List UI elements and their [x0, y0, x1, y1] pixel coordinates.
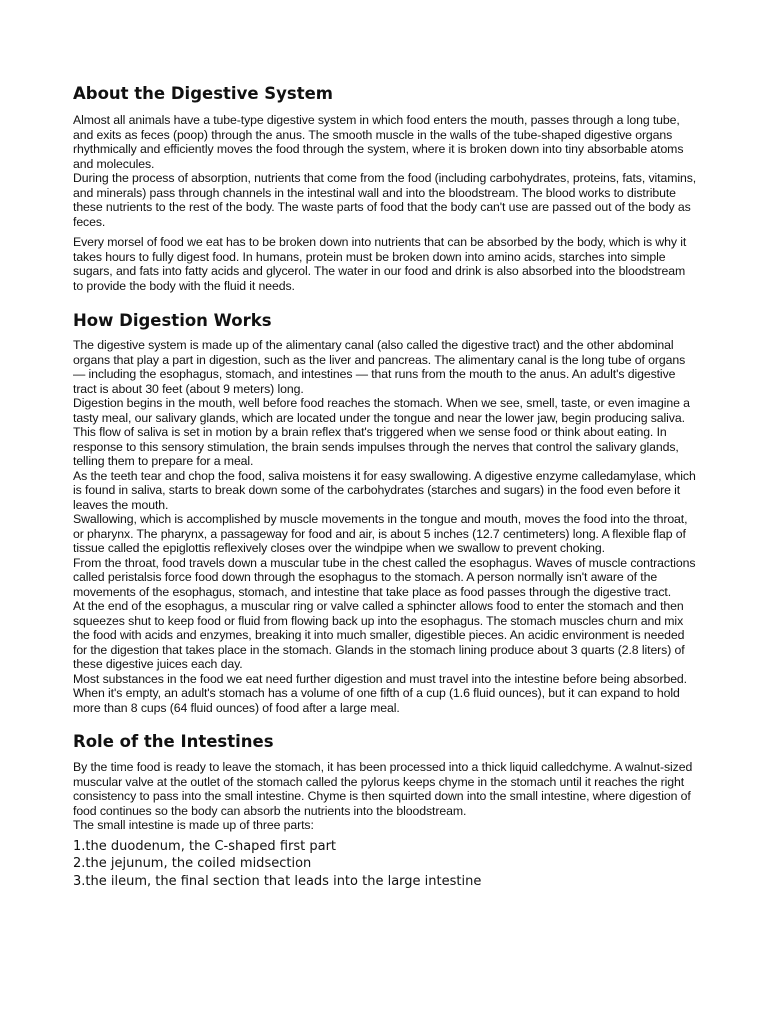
paragraph: During the process of absorption, nutrients that come from the food (including carbohydrates, proteins, fats, vitamins, and minerals) pass through channels in the intestinal wall and into the bloodstream. The blood works to distribute these nutrients to the rest of the body. The waste parts of food that the body can't use are passed out of the body as feces.	[73, 171, 697, 229]
paragraph: From the throat, food travels down a muscular tube in the chest called the esophagus. Waves of muscle contractions called peristalsis force food down through the esophagus to the stomach. A person normally isn't aware of the movements of the esophagus, stomach, and intestine that take place as food passes through the digestive tract.	[73, 555, 696, 599]
list-item: 2.the jejunum, the coiled midsection	[73, 856, 312, 871]
paragraph: At the end of the esophagus, a muscular ring or valve called a sphincter allows food to enter the stomach and then squeezes shut to keep food or fluid from flowing back up into the esophagus. The stomach muscles churn and mix the food with acids and enzymes, breaking it into much smaller, digestible pieces. An acidic environment is needed for the digestion that takes place in the stomach. Glands in the stomach lining produce about 3 quarts (2.8 liters) of these digestive juices each day.	[73, 599, 685, 671]
paragraph: Almost all animals have a tube-type digestive system in which food enters the mouth, passes through a long tube, and exits as feces (poop) through the anus. The smooth muscle in the walls of the tube-shaped digestive organs rhythmically and efficiently moves the food through the system, where it is broken down into tiny absorbable atoms and molecules.	[73, 113, 684, 171]
section-heading-about: About the Digestive System	[73, 84, 334, 103]
paragraph: As the teeth tear and chop the food, saliva moistens it for easy swallowing. A digestive enzyme calledamylase, which is found in saliva, starts to break down some of the carbohydrates (starches and sugars) in the food even before it leaves the mouth.	[73, 468, 696, 512]
document-page	[73, 83, 698, 890]
section-heading-role-of-intestines: Role of the Intestines	[73, 732, 274, 751]
paragraph: Digestion begins in the mouth, well before food reaches the stomach. When we see, smell, taste, or even imagine a tasty meal, our salivary glands, which are located under the tongue and near the lower jaw, begin producing saliva. This flow of saliva is set in motion by a brain reflex that's triggered when we sense food or think about eating. In response to this sensory stimulation, the brain sends impulses through the nerves that control the salivary glands, telling them to prepare for a meal.	[73, 396, 690, 468]
paragraph: By the time food is ready to leave the stomach, it has been processed into a thick liquid calledchyme. A walnut-sized muscular valve at the outlet of the stomach called the pylorus keeps chyme in the stomach until it reaches the right consistency to pass into the small intestine. Chyme is then squirted down into the small intestine, where digestion of food continues so the body can absorb the nutrients into the bloodstream.	[73, 760, 693, 818]
paragraph: Most substances in the food we eat need further digestion and must travel into the intestine before being absorbed. When it's empty, an adult's stomach has a volume of one fifth of a cup (1.6 fluid ounces), but it can expand to hold more than 8 cups (64 fluid ounces) of food after a large meal.	[73, 671, 687, 715]
paragraph: The digestive system is made up of the alimentary canal (also called the digestive tract) and the other abdominal organs that play a part in digestion, such as the liver and pancreas. The alimentary canal is the long tube of organs — including the esophagus, stomach, and intestines — that runs from the mouth to the anus. An adult's digestive tract is about 30 feet (about 9 meters) long.	[73, 338, 686, 396]
paragraph: The small intestine is made up of three parts:	[73, 818, 314, 832]
list-item: 3.the ileum, the final section that leads into the large intestine	[73, 873, 482, 889]
paragraph: Every morsel of food we eat has to be broken down into nutrients that can be absorbed by the body, which is why it takes hours to fully digest food. In humans, protein must be broken down into amino acids, starches into simple sugars, and fats into fatty acids and glycerol. The water in our food and drink is also absorbed into the bloodstream to provide the body with the fluid it needs.	[73, 235, 687, 293]
section-heading-how-digestion-works: How Digestion Works	[73, 311, 272, 330]
list-item: 1.the duodenum, the C-shaped first part	[73, 838, 337, 854]
intestine-parts-list	[73, 838, 698, 891]
paragraph: Swallowing, which is accomplished by muscle movements in the tongue and mouth, moves the food into the throat, or pharynx. The pharynx, a passageway for food and air, is about 5 inches (12.7 centimeters) long. A flexible flap of tissue called the epiglottis reflexively closes over the windpipe when we swallow to prevent choking.	[73, 512, 688, 555]
